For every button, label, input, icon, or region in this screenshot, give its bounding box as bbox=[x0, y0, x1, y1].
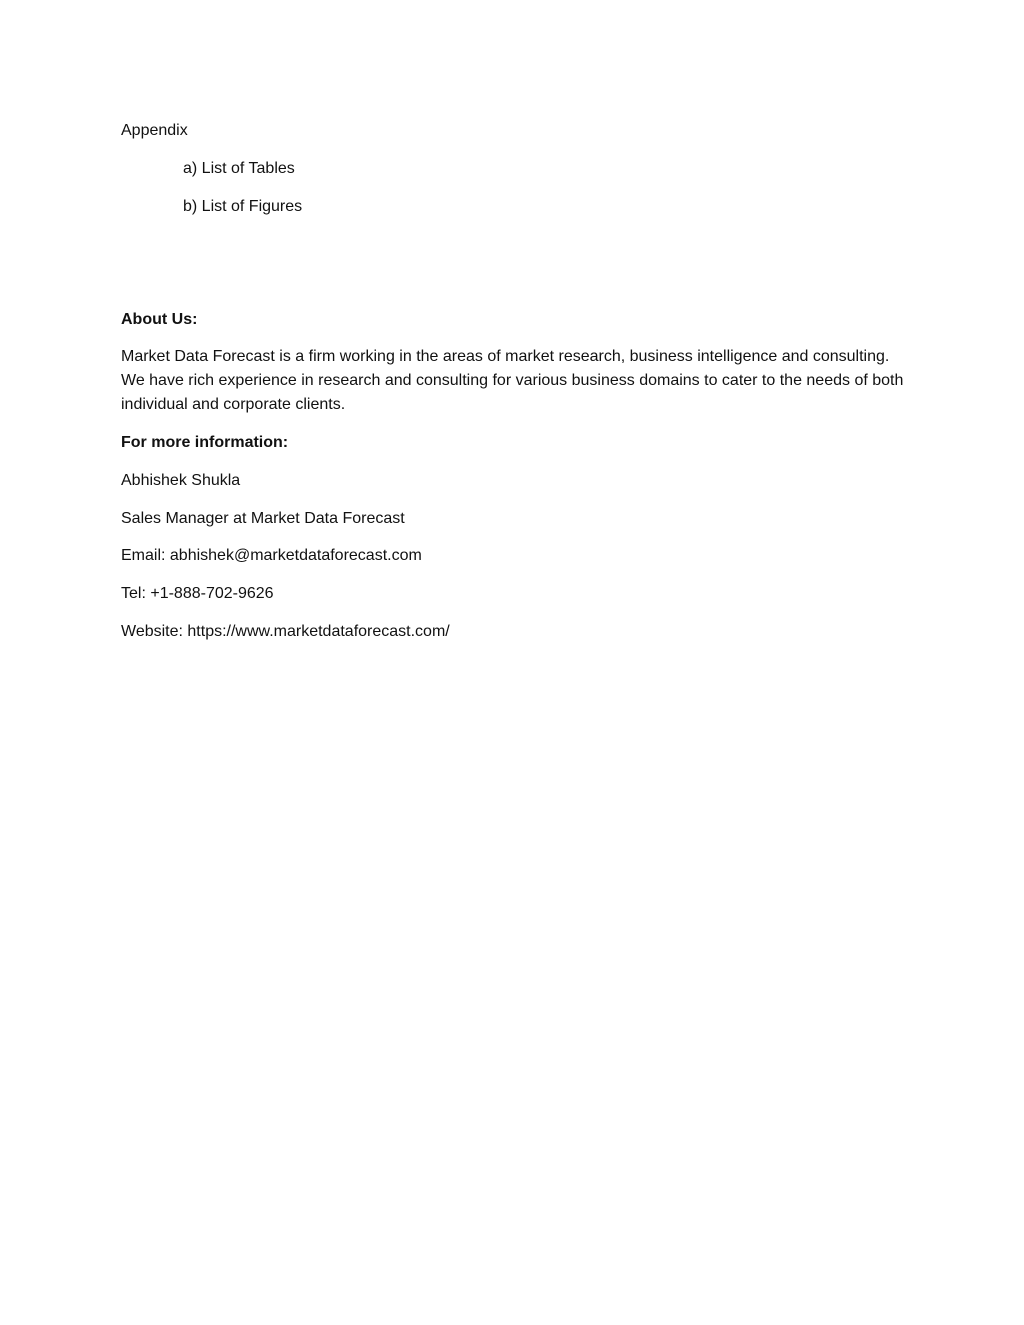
about-paragraph: Market Data Forecast is a firm working in the areas of market research, business intelligence and consulting. We have rich experience in research and consulting for various business domains to cater to the needs of both individual and corporate clients. bbox=[121, 348, 904, 413]
contact-heading: For more information: bbox=[121, 434, 289, 451]
appendix-heading: Appendix bbox=[121, 122, 188, 139]
appendix-item-list-of-tables: a) List of Tables bbox=[183, 160, 295, 177]
contact-name: Abhishek Shukla bbox=[121, 472, 241, 489]
contact-website: Website: https://www.marketdataforecast.com/ bbox=[121, 623, 450, 640]
about-heading: About Us: bbox=[121, 311, 198, 328]
contact-role: Sales Manager at Market Data Forecast bbox=[121, 510, 405, 527]
appendix-item-list-of-figures: b) List of Figures bbox=[183, 198, 303, 215]
contact-phone: Tel: +1-888-702-9626 bbox=[121, 585, 274, 602]
contact-email: Email: abhishek@marketdataforecast.com bbox=[121, 547, 422, 564]
